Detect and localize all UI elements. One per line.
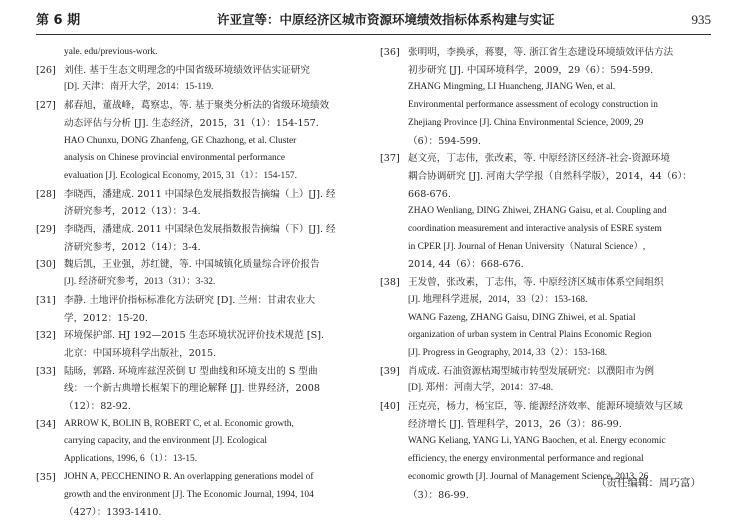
reference-line: [J]. 地理科学进展，2014，33（2）：153-168. bbox=[408, 294, 588, 305]
editor-credit: （责任编辑：周巧富） bbox=[596, 477, 701, 489]
references-left-column bbox=[36, 44, 366, 522]
reference-line: 张明明，李换承，蒋婴，等. 浙江省生态建设环境绩效评估方法 bbox=[408, 47, 674, 58]
reference-entry bbox=[36, 186, 366, 221]
reference-line: 李晓西，潘建成. 2011 中国绿色发展指数报告摘编（下）[J]. 经 bbox=[64, 224, 336, 236]
reference-line: coordination measurement and interactive analysis of ESRE system bbox=[408, 224, 662, 235]
reference-entry bbox=[36, 256, 366, 291]
reference-line: Zhejiang Province [J]. China Environmental Science, 2009, 29 bbox=[408, 117, 644, 128]
reference-line: 济研究参考，2012（13）：3-4. bbox=[64, 206, 201, 218]
reference-line: 陆旸，郭路. 环境库兹涅茨倒 U 型曲线和环境支出的 S 型曲 bbox=[64, 365, 318, 377]
reference-line: efficiency, the energy environmental performance and regional bbox=[408, 454, 644, 465]
reference-line: 王发曾，张改素，丁志伟，等. 中原经济区城市体系空间组织 bbox=[408, 277, 664, 289]
reference-line: 初步研究 [J]. 中国环境科学，2009，29（6）：594-599. bbox=[408, 64, 654, 76]
reference-line: [J]. Progress in Geography, 2014, 33（2）：153-168. bbox=[408, 347, 608, 358]
reference-line: （6）：594-599. bbox=[408, 135, 481, 147]
reference-line: 肖成成. 石油资源枯竭型城市转型发展研究：以濮阳市为例 bbox=[408, 365, 654, 377]
reference-line: 赵文亮，丁志伟，张改素，等. 中原经济区经济-社会-资源环境 bbox=[408, 153, 671, 165]
reference-entry bbox=[380, 150, 710, 274]
reference-number: [26] bbox=[36, 64, 56, 76]
reference-line: ZHANG Mingming, LI Huancheng, JIANG Wen, et al. bbox=[408, 82, 616, 93]
reference-line: in CPER [J]. Journal of Henan University（Natural Science）, bbox=[408, 241, 646, 252]
reference-line: 学，2012：15-20. bbox=[64, 312, 148, 324]
reference-number: [32] bbox=[36, 330, 56, 342]
reference-entry bbox=[36, 363, 366, 416]
reference-number: [39] bbox=[380, 365, 400, 377]
reference-line: JOHN A, PECCHENINO R. An overlapping generations model of bbox=[64, 471, 314, 482]
issue-label: 第 6 期 bbox=[36, 13, 81, 28]
reference-line: 李晓西，潘建成. 2011 中国绿色发展指数报告摘编（上）[J]. 经 bbox=[64, 188, 336, 200]
references-right-column bbox=[380, 44, 710, 504]
reference-line: growth and the environment [J]. The Economic Journal, 1994, 104 bbox=[64, 489, 314, 500]
reference-number: [35] bbox=[36, 471, 56, 483]
reference-line: 环境保护部. HJ 192—2015 生态环境状况评价技术规范 [S]. bbox=[64, 330, 324, 342]
reference-line: 济研究参考，2012（14）：3-4. bbox=[64, 241, 201, 253]
reference-line: evaluation [J]. Ecological Economy, 2015, 31（1）：154-157. bbox=[64, 170, 297, 181]
page-header bbox=[0, 0, 747, 34]
reference-entry bbox=[36, 292, 366, 327]
reference-line: 2014, 44（6）：668-676. bbox=[408, 259, 524, 271]
reference-entry bbox=[36, 221, 366, 256]
reference-line: 经济增长 [J]. 管理科学，2013，26（3）：86-99. bbox=[408, 418, 622, 430]
reference-line: 李静. 土地评价指标标准化方法研究 [D]. 兰州：甘肃农业大 bbox=[64, 294, 316, 306]
reference-entry bbox=[36, 416, 366, 469]
reference-line: ZHAO Wenliang, DING Zhiwei, ZHANG Gaisu, et al. Coupling and bbox=[408, 206, 667, 217]
reference-line: yale. edu/previous-work. bbox=[64, 47, 158, 57]
reference-line: analysis on Chinese provincial environmental performance bbox=[64, 153, 286, 164]
reference-line: 动态评估与分析 [J]. 生态经济，2015，31（1）：154-157. bbox=[64, 117, 319, 129]
header-rule bbox=[36, 34, 711, 35]
reference-number: [34] bbox=[36, 418, 56, 430]
reference-number: [27] bbox=[36, 100, 56, 112]
reference-line: carrying capacity, and the environment [J]. Ecological bbox=[64, 436, 267, 447]
reference-line: Applications, 1996, 6（1）：13-15. bbox=[64, 454, 198, 465]
reference-line: （427）：1393-1410. bbox=[64, 507, 162, 519]
reference-number: [33] bbox=[36, 365, 56, 377]
running-title: 许亚宣等：中原经济区城市资源环境绩效指标体系构建与实证 bbox=[217, 12, 555, 27]
reference-entry bbox=[380, 274, 710, 363]
reference-entry bbox=[380, 363, 710, 398]
reference-line: 线：一个新古典增长框架下的理论解释 [J]. 世界经济，2008 bbox=[64, 383, 320, 395]
reference-line: WANG Keliang, YANG Li, YANG Baochen, et al. Energy economic bbox=[408, 436, 666, 447]
reference-line: 汪克亮，杨力，杨宝臣，等. 能源经济效率、能源环境绩效与区域 bbox=[408, 401, 683, 413]
reference-line: 耦合协调研究 [J]. 河南大学学报（自然科学版），2014，44（6）： bbox=[408, 170, 692, 182]
reference-entry bbox=[36, 97, 366, 186]
reference-line: 北京：中国环境科学出版社，2015. bbox=[64, 347, 217, 359]
reference-number: [31] bbox=[36, 294, 56, 306]
reference-number: [40] bbox=[380, 401, 400, 413]
reference-entry bbox=[36, 44, 366, 62]
reference-number: [38] bbox=[380, 277, 400, 289]
reference-line: HAO Chunxu, DONG Zhanfeng, GE Chazhong, et al. Cluster bbox=[64, 135, 297, 146]
reference-line: [D]. 郑州：河南大学，2014：37-48. bbox=[408, 383, 554, 394]
reference-line: 郝春旭，董战峰，葛察忠，等. 基于聚类分析法的省级环境绩效 bbox=[64, 100, 330, 112]
reference-number: [36] bbox=[380, 47, 400, 58]
reference-line: economic growth [J]. Journal of Management Science, 2013, 26 bbox=[408, 471, 649, 482]
reference-line: WANG Fazeng, ZHANG Gaisu, DING Zhiwei, et al. Spatial bbox=[408, 312, 636, 323]
reference-number: [30] bbox=[36, 259, 56, 271]
reference-entry bbox=[36, 327, 366, 362]
reference-entry bbox=[36, 62, 366, 97]
reference-line: Environmental performance assessment of ecology construction in bbox=[408, 100, 658, 111]
reference-line: 668-676. bbox=[408, 188, 451, 200]
reference-line: organization of urban system in Central Plains Economic Region bbox=[408, 330, 652, 341]
reference-line: [J]. 经济研究参考，2013（31）：3-32. bbox=[64, 277, 216, 288]
reference-entry bbox=[380, 44, 710, 150]
page-number: 935 bbox=[691, 12, 711, 27]
reference-line: 刘佳. 基于生态文明理念的中国省级环境绩效评估实证研究 bbox=[64, 64, 310, 76]
reference-number: [37] bbox=[380, 153, 400, 165]
reference-line: ARROW K, BOLIN B, ROBERT C, et al. Economic growth, bbox=[64, 418, 294, 429]
reference-number: [28] bbox=[36, 188, 56, 200]
reference-line: [D]. 天津：南开大学，2014：15-119. bbox=[64, 82, 214, 93]
reference-entry bbox=[36, 469, 366, 522]
reference-line: （12）：82-92. bbox=[64, 401, 131, 413]
reference-line: （3）：86-99. bbox=[408, 489, 469, 501]
reference-line: 魏后凯，王业强，苏红键，等. 中国城镇化质量综合评价报告 bbox=[64, 259, 320, 271]
reference-number: [29] bbox=[36, 224, 56, 236]
